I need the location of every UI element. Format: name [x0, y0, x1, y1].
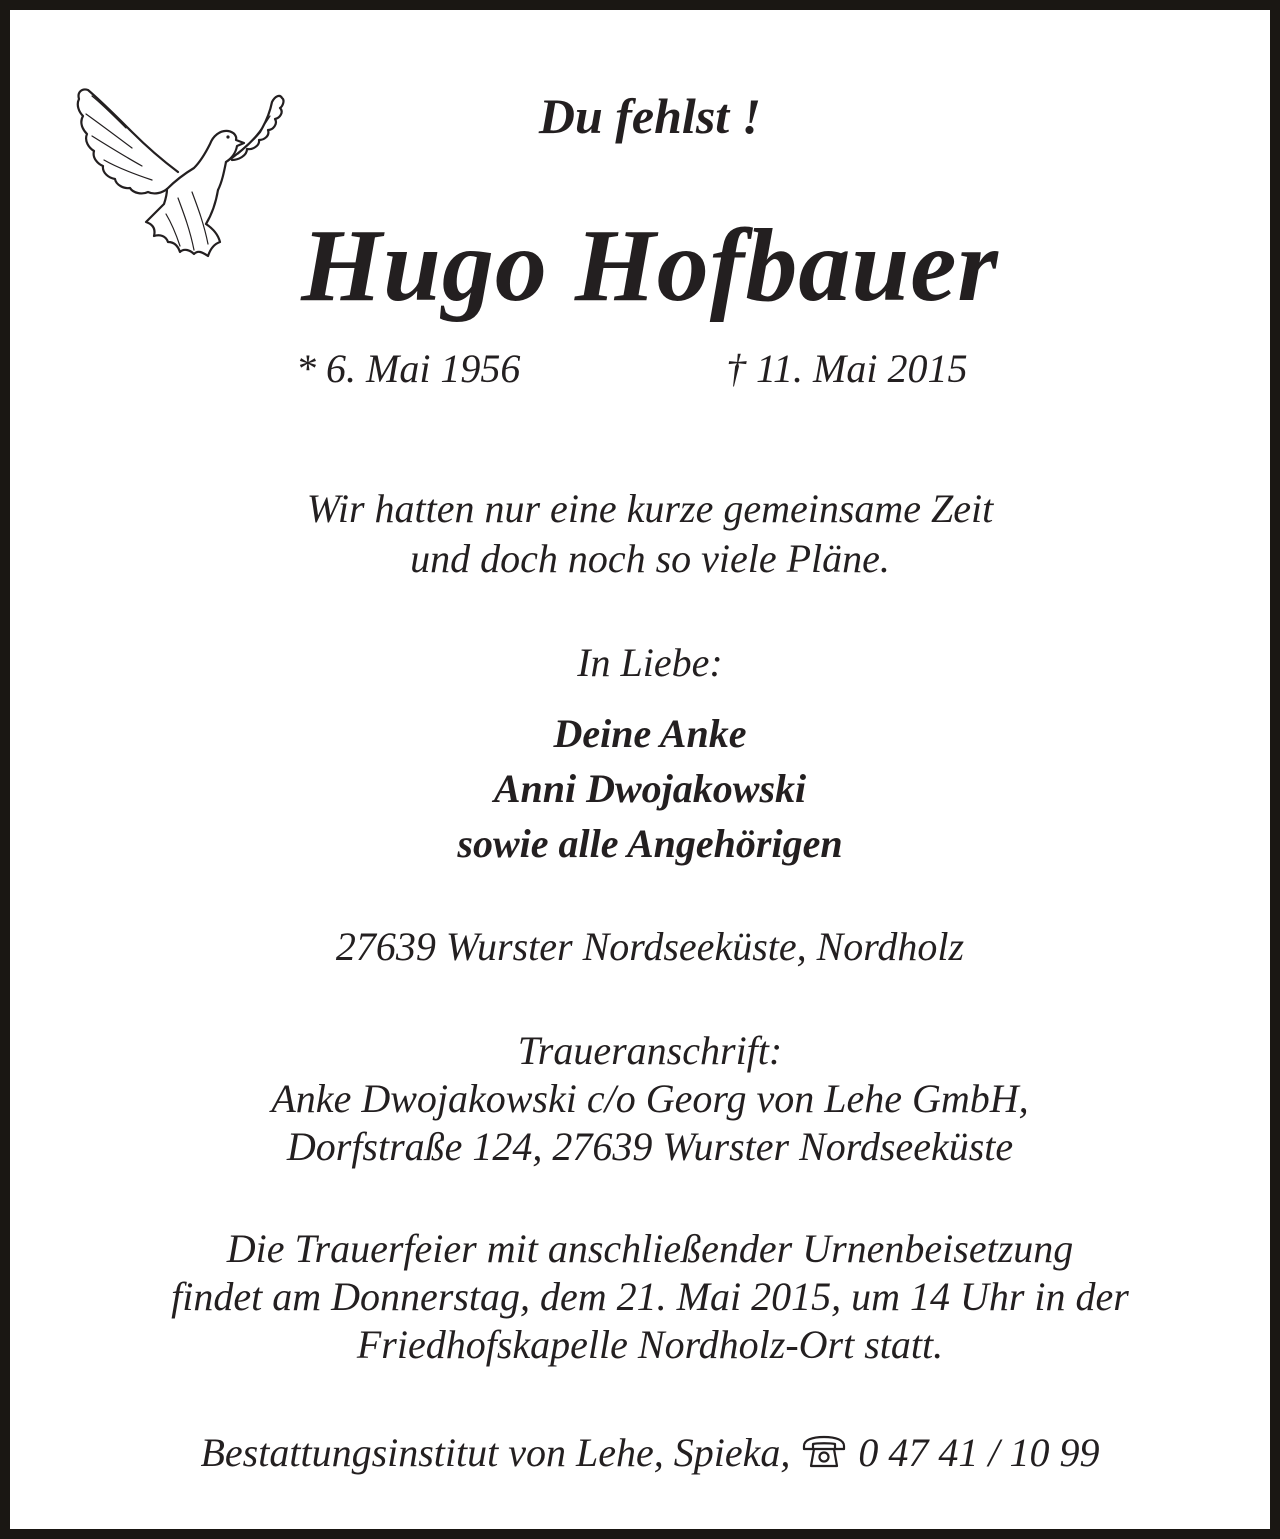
telephone-icon	[800, 1434, 848, 1470]
address-line: Anke Dwojakowski c/o Georg von Lehe GmbH,	[271, 1076, 1029, 1121]
in-love-label: In Liebe:	[577, 640, 723, 685]
address-line: Dorfstraße 124, 27639 Wurster Nordseeküste	[286, 1124, 1014, 1169]
ceremony-line: findet am Donnerstag, dem 21. Mai 2015, um 14 Uhr in der	[171, 1274, 1129, 1319]
verse-line: und doch noch so viele Pläne.	[410, 536, 890, 581]
location: 27639 Wurster Nordseeküste, Nordholz	[335, 924, 965, 969]
verse-line: Wir hatten nur eine kurze gemeinsame Zeit	[306, 486, 994, 531]
undertaker-name: Bestattungsinstitut von Lehe, Spieka,	[200, 1430, 791, 1475]
ceremony-line: Friedhofskapelle Nordholz-Ort statt.	[356, 1322, 944, 1367]
ceremony-line: Die Trauerfeier mit anschließender Urnenbeisetzung	[226, 1226, 1074, 1271]
headline: Du fehlst !	[538, 88, 762, 144]
mourner-name: sowie alle Angehörigen	[457, 821, 843, 866]
death-date: † 11. Mai 2015	[726, 346, 968, 391]
deceased-name: Hugo Hofbauer	[301, 208, 999, 323]
birth-date: * 6. Mai 1956	[296, 346, 521, 391]
mourner-name: Anni Dwojakowski	[493, 766, 807, 811]
undertaker-phone: 0 47 41 / 10 99	[858, 1430, 1100, 1475]
address-line: Traueranschrift:	[517, 1028, 783, 1073]
life-dates	[10, 344, 1280, 394]
mourner-name: Deine Anke	[553, 711, 747, 756]
undertaker-line	[10, 1428, 1280, 1478]
